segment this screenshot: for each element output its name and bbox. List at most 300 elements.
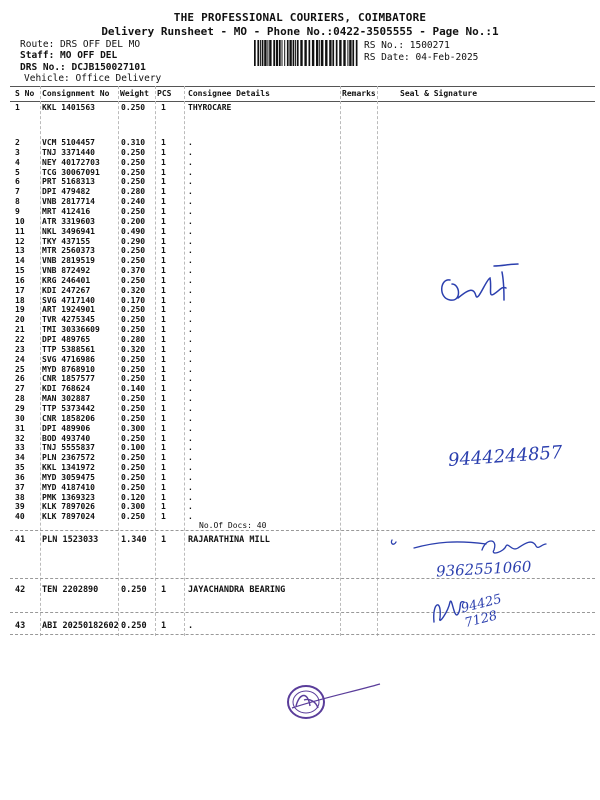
serial-number: 16 (15, 275, 25, 285)
pieces-count: 1 (161, 621, 167, 631)
serial-number: 6 (15, 177, 20, 187)
consignment-number: MYD 4187410 (42, 482, 95, 492)
col-seal: Seal & Signature (400, 89, 478, 98)
weight-value: 0.250 (121, 463, 146, 473)
pieces-count: 1 (161, 374, 166, 384)
pieces-count: 1 (161, 394, 166, 404)
barcode-bar (284, 40, 285, 66)
consignee-details: . (188, 157, 193, 167)
table-header (10, 86, 595, 102)
pieces-count: 1 (161, 147, 166, 157)
serial-number: 21 (15, 325, 25, 335)
barcode-bar (262, 40, 264, 66)
weight-value: 0.280 (121, 187, 146, 197)
weight-value: 0.200 (121, 216, 146, 226)
consignment-number: TEN 2202890 (42, 585, 99, 595)
pieces-count: 1 (161, 157, 166, 167)
barcode-bar (349, 40, 351, 66)
weight-value: 0.250 (121, 147, 146, 157)
pieces-count: 1 (161, 335, 166, 344)
weight-value: 0.280 (121, 335, 146, 344)
pieces-count: 1 (161, 344, 166, 354)
weight-value: 0.300 (121, 423, 146, 433)
consignee-details: . (188, 256, 193, 266)
consignment-number: CNR 1857577 (42, 374, 95, 384)
pieces-count: 1 (161, 315, 166, 325)
serial-number: 1 (15, 103, 20, 112)
weight-value: 0.250 (121, 354, 146, 364)
barcode-bar (347, 40, 348, 66)
pieces-count: 1 (161, 423, 166, 433)
serial-number: 5 (15, 167, 20, 177)
weight-value: 0.250 (121, 433, 146, 443)
serial-number: 34 (15, 453, 25, 463)
consignee-details: . (188, 236, 193, 246)
serial-number: 17 (15, 285, 25, 295)
barcode-bar (339, 40, 341, 66)
pieces-count: 1 (161, 453, 166, 463)
consignment-number: MTR 2560373 (42, 246, 95, 256)
col-weight: Weight (120, 89, 149, 98)
consignment-number: NKL 3496941 (42, 226, 95, 236)
consignment-number: PRT 5168313 (42, 177, 95, 187)
consignment-number: BOD 493740 (42, 433, 91, 443)
table-row (0, 217, 600, 227)
weight-value: 0.250 (121, 157, 146, 167)
serial-number: 20 (15, 315, 25, 325)
consignee-details: . (188, 344, 193, 354)
pieces-count: 1 (161, 295, 166, 305)
consignee-details: . (188, 413, 193, 423)
barcode-bar (279, 40, 281, 66)
serial-number: 9 (15, 206, 20, 216)
weight-value: 0.250 (121, 246, 146, 256)
pieces-count: 1 (161, 285, 166, 295)
serial-number: 28 (15, 394, 25, 404)
consignment-number: KLK 7897024 (42, 512, 95, 522)
section-divider (10, 578, 595, 579)
consignee-details: . (188, 187, 193, 197)
serial-number: 26 (15, 374, 25, 384)
table-row (0, 177, 600, 187)
pieces-count: 1 (161, 403, 166, 413)
col-consignee: Consignee Details (188, 89, 270, 98)
consignment-number: PLN 1523033 (42, 535, 99, 545)
weight-value: 0.240 (121, 197, 146, 207)
serial-number: 12 (15, 236, 25, 246)
table-row (0, 148, 600, 158)
consignee-details: JAYACHANDRA BEARING (188, 585, 286, 595)
barcode-bar (260, 40, 261, 66)
consignee-details: . (188, 167, 193, 177)
pieces-count: 1 (161, 502, 166, 512)
pieces-count: 1 (161, 305, 166, 315)
serial-number: 33 (15, 443, 25, 453)
consignee-details: . (188, 433, 193, 443)
table-row (0, 365, 600, 375)
consignment-number: VCM 5104457 (42, 138, 95, 147)
consignment-number: SVG 4717140 (42, 295, 95, 305)
section-divider (10, 634, 595, 635)
table-row (0, 434, 600, 444)
table-row (0, 103, 600, 113)
consignment-number: MYD 3059475 (42, 472, 95, 482)
consignee-details: . (188, 305, 193, 315)
serial-number: 32 (15, 433, 25, 443)
handwritten-phone-3: 94425 7128 (459, 591, 504, 631)
barcode-bar (332, 40, 334, 66)
consignment-number: KDI 768624 (42, 384, 91, 394)
col-remarks: Remarks (342, 89, 376, 98)
section-divider (10, 530, 595, 531)
weight-value: 0.250 (121, 275, 146, 285)
table-row (0, 315, 600, 325)
consignee-details: . (188, 443, 193, 453)
table-row (0, 325, 600, 335)
pieces-count: 1 (161, 246, 166, 256)
weight-value: 0.300 (121, 502, 146, 512)
barcode-bar (282, 40, 283, 66)
consignee-details: . (188, 512, 193, 522)
consignee-details: . (188, 285, 193, 295)
weight-value: 0.250 (121, 305, 146, 315)
table-row (0, 187, 600, 197)
consignee-details: . (188, 335, 193, 344)
weight-value: 0.250 (121, 364, 146, 374)
pieces-count: 1 (161, 482, 166, 492)
weight-value: 0.250 (121, 394, 146, 404)
pieces-count: 1 (161, 187, 166, 197)
serial-number: 2 (15, 138, 20, 147)
weight-value: 0.250 (121, 325, 146, 335)
consignee-details: . (188, 463, 193, 473)
barcode-bar (273, 40, 275, 66)
table-row (0, 237, 600, 247)
consignment-number: TKY 437155 (42, 236, 91, 246)
consignment-number: VNB 2819519 (42, 256, 95, 266)
table-row (0, 246, 600, 256)
consignee-details: . (188, 325, 193, 335)
barcode-bar (257, 40, 259, 66)
consignee-details: . (188, 492, 193, 502)
table-row (0, 502, 600, 512)
table-row (0, 394, 600, 404)
barcode-bar (316, 40, 318, 66)
barcode-bar (336, 40, 338, 66)
runsheet-title: Delivery Runsheet - MO - Phone No.:0422-3505555 - Page No.:1 (101, 25, 499, 38)
pieces-count: 1 (161, 463, 166, 473)
weight-value: 0.250 (121, 482, 146, 492)
signature-2 (386, 532, 566, 560)
barcode-graphic (254, 40, 358, 66)
weight-value: 0.250 (121, 512, 146, 522)
consignee-details: . (188, 138, 193, 147)
consignment-number: KLK 7897026 (42, 502, 95, 512)
table-row (0, 621, 600, 631)
consignment-number: DPI 489765 (42, 335, 91, 344)
weight-value: 0.100 (121, 443, 146, 453)
barcode-bar (329, 40, 331, 66)
consignee-details: . (188, 403, 193, 413)
table-row (0, 355, 600, 365)
table-row (0, 483, 600, 493)
barcode-bar (264, 40, 266, 66)
weight-value: 1.340 (121, 535, 147, 545)
consignee-details: . (188, 216, 193, 226)
table-row (0, 424, 600, 434)
office-stamp (282, 678, 382, 728)
table-row (0, 384, 600, 394)
consignee-details: . (188, 266, 193, 276)
barcode-bar (343, 40, 345, 66)
consignee-details: . (188, 384, 193, 394)
consignee-details: . (188, 354, 193, 364)
weight-value: 0.290 (121, 236, 146, 246)
pieces-count: 1 (161, 216, 166, 226)
weight-value: 0.170 (121, 295, 146, 305)
consignment-number: KKL 1341972 (42, 463, 95, 473)
consignment-number: MYD 8768910 (42, 364, 95, 374)
serial-number: 13 (15, 246, 25, 256)
consignment-number: VNB 2817714 (42, 197, 95, 207)
consignee-details: . (188, 226, 193, 236)
table-row (0, 168, 600, 178)
company-title: THE PROFESSIONAL COURIERS, COIMBATORE (173, 11, 427, 24)
pieces-count: 1 (161, 384, 166, 394)
serial-number: 41 (15, 535, 26, 545)
barcode-bar (321, 40, 323, 66)
handwritten-phone-1: 9444244857 (447, 442, 564, 471)
pieces-count: 1 (161, 535, 167, 545)
table-row (0, 345, 600, 355)
consignee-details: THYROCARE (188, 103, 232, 112)
consignee-details: . (188, 394, 193, 404)
rs-date: RS Date: 04-Feb-2025 (364, 52, 479, 63)
consignee-details: RAJARATHINA MILL (188, 535, 270, 545)
serial-number: 23 (15, 344, 25, 354)
table-row (0, 404, 600, 414)
consignment-number: TTP 5373442 (42, 403, 95, 413)
pieces-count: 1 (161, 256, 166, 266)
table-row (0, 158, 600, 168)
consignee-details: . (188, 364, 193, 374)
pieces-count: 1 (161, 512, 166, 522)
weight-value: 0.250 (121, 621, 147, 631)
col-consignment: Consignment No (42, 89, 110, 98)
barcode-bar (325, 40, 327, 66)
consignment-number: CNR 1858206 (42, 413, 95, 423)
serial-number: 7 (15, 187, 20, 197)
serial-number: 8 (15, 197, 20, 207)
consignee-details: . (188, 472, 193, 482)
table-row (0, 335, 600, 345)
pieces-count: 1 (161, 585, 167, 595)
barcode-bar (254, 40, 256, 66)
table-row (0, 473, 600, 483)
consignee-details: . (188, 482, 193, 492)
drs-number: DRS No.: DCJB150027101 (20, 62, 146, 73)
document-count: No.Of Docs: 40 (199, 521, 267, 530)
barcode-bar (300, 40, 302, 66)
pieces-count: 1 (161, 138, 166, 147)
consignment-number: TCG 30067091 (42, 167, 100, 177)
weight-value: 0.320 (121, 285, 146, 295)
serial-number: 3 (15, 147, 20, 157)
pieces-count: 1 (161, 177, 166, 187)
barcode-bar (304, 40, 306, 66)
weight-value: 0.250 (121, 167, 146, 177)
consignment-number: ATR 3319603 (42, 216, 95, 226)
barcode-bar (356, 40, 358, 66)
weight-value: 0.250 (121, 472, 146, 482)
serial-number: 4 (15, 157, 20, 167)
vehicle-label: Vehicle: Office Delivery (24, 73, 162, 84)
pieces-count: 1 (161, 413, 166, 423)
serial-number: 30 (15, 413, 25, 423)
serial-number: 10 (15, 216, 25, 226)
pieces-count: 1 (161, 354, 166, 364)
table-row (0, 374, 600, 384)
col-sno: S No (15, 89, 35, 98)
serial-number: 15 (15, 266, 25, 276)
table-row (0, 512, 600, 522)
barcode-bar (276, 40, 278, 66)
consignee-details: . (188, 147, 193, 157)
weight-value: 0.250 (121, 585, 147, 595)
consignment-number: KKL 1401563 (42, 103, 95, 112)
barcode-bar (267, 40, 268, 66)
consignee-details: . (188, 206, 193, 216)
consignment-number: TNJ 3371440 (42, 147, 95, 157)
consignment-number: TMI 30336609 (42, 325, 100, 335)
consignment-number: TTP 5388561 (42, 344, 95, 354)
serial-number: 38 (15, 492, 25, 502)
pieces-count: 1 (161, 364, 166, 374)
serial-number: 11 (15, 226, 25, 236)
serial-number: 14 (15, 256, 25, 266)
serial-number: 42 (15, 585, 26, 595)
col-pcs: PCS (157, 89, 172, 98)
route-label: Route: DRS OFF DEL MO (20, 39, 141, 50)
table-row (0, 207, 600, 217)
serial-number: 24 (15, 354, 25, 364)
weight-value: 0.320 (121, 344, 146, 354)
consignment-number: DPI 479482 (42, 187, 91, 197)
staff-label: Staff: MO OFF DEL (20, 50, 118, 61)
pieces-count: 1 (161, 206, 166, 216)
consignee-details: . (188, 197, 193, 207)
table-row (0, 227, 600, 237)
consignment-number: KDI 247267 (42, 285, 91, 295)
pieces-count: 1 (161, 197, 166, 207)
consignment-number: TNJ 5555837 (42, 443, 95, 453)
consignment-number: MAN 302887 (42, 394, 91, 404)
weight-value: 0.120 (121, 492, 146, 502)
weight-value: 0.140 (121, 384, 146, 394)
pieces-count: 1 (161, 266, 166, 276)
weight-value: 0.250 (121, 413, 146, 423)
pieces-count: 1 (161, 492, 166, 502)
signature-1 (430, 258, 540, 308)
consignee-details: . (188, 315, 193, 325)
barcode-bar (297, 40, 299, 66)
barcode-bar (295, 40, 296, 66)
consignment-number: MRT 412416 (42, 206, 91, 216)
pieces-count: 1 (161, 236, 166, 246)
serial-number: 40 (15, 512, 25, 522)
pieces-count: 1 (161, 443, 166, 453)
weight-value: 0.250 (121, 256, 146, 266)
consignee-details: . (188, 453, 193, 463)
serial-number: 39 (15, 502, 25, 512)
consignee-details: . (188, 374, 193, 384)
barcode-bar (289, 40, 291, 66)
serial-number: 37 (15, 482, 25, 492)
consignee-details: . (188, 621, 194, 631)
consignee-details: . (188, 295, 193, 305)
weight-value: 0.250 (121, 403, 146, 413)
consignee-details: . (188, 502, 193, 512)
barcode-bar (269, 40, 271, 66)
serial-number: 35 (15, 463, 25, 473)
barcode-bar (293, 40, 295, 66)
consignment-number: NEY 40172703 (42, 157, 100, 167)
weight-value: 0.310 (121, 138, 146, 147)
barcode-bar (319, 40, 320, 66)
serial-number: 27 (15, 384, 25, 394)
pieces-count: 1 (161, 167, 166, 177)
weight-value: 0.490 (121, 226, 146, 236)
barcode-bar (312, 40, 314, 66)
rs-number: RS No.: 1500271 (364, 40, 450, 51)
weight-value: 0.250 (121, 453, 146, 463)
table-row (0, 414, 600, 424)
consignee-details: . (188, 246, 193, 256)
barcode-bar (287, 40, 289, 66)
table-row (0, 197, 600, 207)
consignment-number: DPI 489906 (42, 423, 91, 433)
pieces-count: 1 (161, 226, 166, 236)
table-row (0, 138, 600, 148)
serial-number: 19 (15, 305, 25, 315)
pieces-count: 1 (161, 103, 166, 112)
consignment-number: TVR 4275345 (42, 315, 95, 325)
pieces-count: 1 (161, 325, 166, 335)
pieces-count: 1 (161, 275, 166, 285)
consignee-details: . (188, 177, 193, 187)
barcode-bar (309, 40, 311, 66)
consignment-number: PLN 2367572 (42, 453, 95, 463)
barcode-bar (352, 40, 354, 66)
consignment-number: SVG 4716986 (42, 354, 95, 364)
serial-number: 22 (15, 335, 25, 344)
weight-value: 0.250 (121, 177, 146, 187)
weight-value: 0.250 (121, 206, 146, 216)
serial-number: 25 (15, 364, 25, 374)
weight-value: 0.250 (121, 315, 146, 325)
serial-number: 18 (15, 295, 25, 305)
consignee-details: . (188, 275, 193, 285)
consignment-number: VNB 872492 (42, 266, 91, 276)
serial-number: 31 (15, 423, 25, 433)
pieces-count: 1 (161, 433, 166, 443)
pieces-count: 1 (161, 472, 166, 482)
serial-number: 43 (15, 621, 26, 631)
handwritten-phone-2: 9362551060 (435, 557, 532, 581)
consignment-number: ABI 20250182602 (42, 621, 119, 631)
consignment-number: KRG 246401 (42, 275, 91, 285)
table-row (0, 493, 600, 503)
